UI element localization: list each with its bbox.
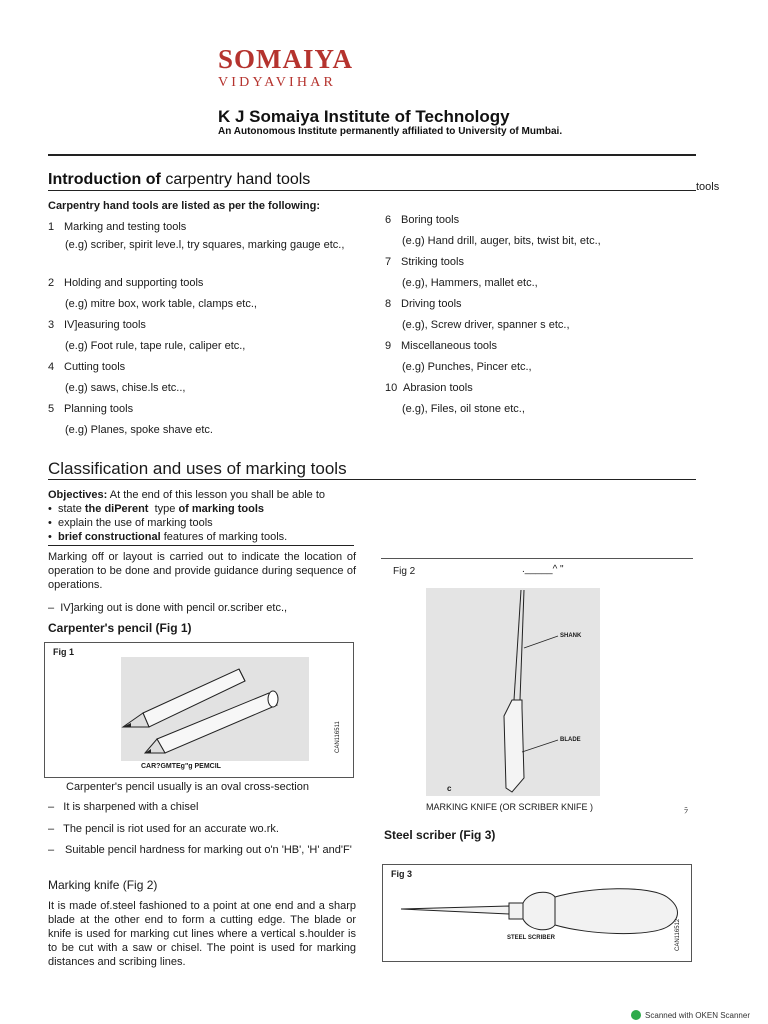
list-item-example: (e.g) scriber, spirit leve.l, try squares, marking gauge etc., xyxy=(65,239,345,251)
logo-title: SOMAIYA xyxy=(218,44,354,74)
knife-heading: Marking knife (Fig 2) xyxy=(48,878,158,892)
intro-heading xyxy=(48,171,310,189)
intro-heading-bold: Introduction of xyxy=(48,171,161,188)
scanner-text: Scanned with OKEN Scanner xyxy=(645,1010,750,1020)
marking-knife-illustration xyxy=(426,588,600,796)
intro-heading-rest: carpentry hand tools xyxy=(165,171,311,188)
list-item: 7 Striking tools xyxy=(385,256,464,268)
marking-intro-para: Marking off or layout is carried out to indicate the location of operation to be done and provide guidance during sequence of operations. xyxy=(48,551,356,591)
institute-subtitle: An Autonomous Institute permanently affiliated to University of Mumbai. xyxy=(218,126,563,137)
figure-2-caption: MARKING KNIFE (OR SCRIBER KNIFE ) xyxy=(426,802,594,812)
list-item: 3 IV]easuring tools xyxy=(48,319,146,331)
list-item: 10 Abrasion tools xyxy=(385,382,473,394)
list-item: 2 Holding and supporting tools xyxy=(48,277,204,289)
pencil-heading: Carpenter's pencil (Fig 1) xyxy=(48,621,192,635)
list-item: 1 Marking and testing tools xyxy=(48,221,187,233)
scanner-logo-icon xyxy=(631,1010,641,1020)
figure-2-label: Fig 2 xyxy=(393,566,416,577)
list-item-example: (e.g) saws, chise.ls etc.., xyxy=(65,382,186,394)
list-item-example: (e.g), Files, oil stone etc., xyxy=(402,403,525,415)
list-item: 8 Driving tools xyxy=(385,298,462,310)
figure-1-label: Fig 1 xyxy=(53,647,75,657)
figure-2-marks: ._____^ " xyxy=(522,564,564,575)
figure-1-code: CAN116511 xyxy=(335,721,341,753)
objective-item: • brief constructional features of marking tools. xyxy=(48,531,288,543)
scanner-watermark xyxy=(631,1010,750,1020)
figure-1-caption: CAR?GMTEg"g PEMCIL xyxy=(141,763,221,770)
objectives xyxy=(48,488,688,544)
figure-1 xyxy=(44,642,354,778)
objective-item: • state the diPerent type of marking tools xyxy=(48,503,265,515)
list-item: 4 Cutting tools xyxy=(48,361,126,373)
scriber-heading: Steel scriber (Fig 3) xyxy=(384,828,496,842)
pencil-dash-4: – Suitable pencil hardness for marking out o'n 'HB', 'H' and'F' xyxy=(48,844,352,856)
left-column-rule xyxy=(48,545,354,546)
classification-heading: Classification and uses of marking tools xyxy=(48,459,347,478)
figure-3 xyxy=(382,864,692,962)
objective-item: • explain the use of marking tools xyxy=(48,517,213,529)
list-item-example: (e.g), Screw driver, spanner s etc., xyxy=(402,319,570,331)
blade-label: BLADE xyxy=(560,737,581,743)
list-item-example: (e.g) Punches, Pincer etc., xyxy=(402,361,532,373)
pencil-illustration xyxy=(121,657,309,761)
list-item-example: (e.g) mitre box, work table, clamps etc., xyxy=(65,298,257,310)
pencil-note: Carpenter's pencil usually is an oval cross-section xyxy=(66,781,309,793)
objectives-intro: Objectives: At the end of this lesson you shall be able to xyxy=(48,489,326,501)
list-item-example: (e.g) Hand drill, auger, bits, twist bit, etc., xyxy=(402,235,601,247)
knife-paragraph: It is made of.steel fashioned to a point at one end and a sharp blade at the other end to form a cutting edge. The blade or knife is used for marking cut lines where a vertical s.houlder is to be cut with a saw or chisel. The point is used for marking distances and scribing lines. xyxy=(48,900,356,968)
pencil-dash-2: – It is sharpened with a chisel xyxy=(48,801,199,813)
tool-list-left xyxy=(48,220,348,444)
logo-subtitle: VIDYAVIHAR xyxy=(218,75,337,90)
tool-list-right xyxy=(385,213,685,423)
list-item-example: (e.g) Planes, spoke shave etc. xyxy=(65,424,213,436)
list-item-example: (e.g) Foot rule, tape rule, caliper etc., xyxy=(65,340,246,352)
intro-lead: Carpentry hand tools are listed as per the following: xyxy=(48,200,320,212)
marking-dash-1: – IV]arking out is done with pencil or.scriber etc., xyxy=(48,602,288,614)
list-item: 5 Planning tools xyxy=(48,403,134,415)
classification-underline xyxy=(48,479,696,480)
header-divider xyxy=(48,154,696,156)
figure-3-caption: STEEL SCRIBER xyxy=(507,935,555,941)
institute-name: K J Somaiya Institute of Technology xyxy=(218,107,510,126)
list-item-example: (e.g), Hammers, mallet etc., xyxy=(402,277,538,289)
list-item: 9 Miscellaneous tools xyxy=(385,340,497,352)
intro-heading-tail: tools xyxy=(696,181,720,193)
figure-2-side-mark: ﾗ xyxy=(684,806,688,815)
fig2-top-rule xyxy=(381,558,693,559)
intro-underline xyxy=(48,190,696,191)
c-label: c xyxy=(447,784,452,793)
pencil-dash-3: – The pencil is riot used for an accurate wo.rk. xyxy=(48,823,279,835)
list-item: 6 Boring tools xyxy=(385,214,460,226)
shank-label: SHANK xyxy=(560,633,582,639)
figure-3-label: Fig 3 xyxy=(391,869,413,879)
figure-3-code: CAN116512 xyxy=(675,918,681,951)
